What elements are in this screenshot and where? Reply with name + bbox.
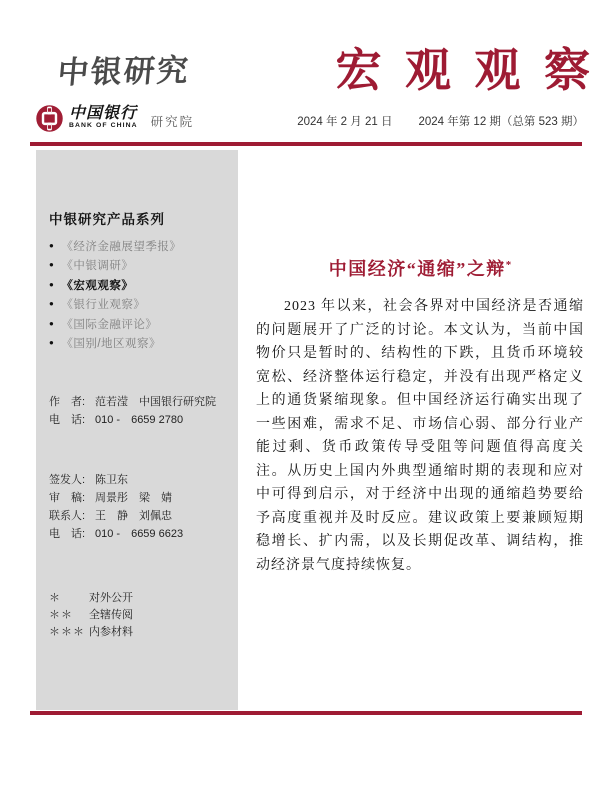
series-item: ● 《银行业观察》 [49,299,146,312]
series-item-current: ● 《宏观观察》 [49,279,134,292]
series-title: 中银研究产品系列 [49,212,165,227]
series-item: ● 《国际金融评论》 [49,318,158,331]
approval-block [49,470,183,542]
bullet-icon: ● [49,240,55,250]
main-content [256,252,584,577]
legend-marker: ＊＊ [49,608,73,621]
legend-block [49,588,133,639]
date-issue-group [297,113,584,129]
contact-phone-row: 电 话: 010 - 6659 6623 [49,528,184,540]
legend-marker: ＊＊＊ [49,625,85,638]
bullet-icon: ● [49,279,55,289]
bank-names [69,105,138,130]
series-item: ● 《国别/地区观察》 [49,338,162,351]
contact-row: 联系人: 王 静 刘佩忠 [49,510,172,522]
sidebar [36,150,238,710]
institute-label: 研究院 [150,115,195,129]
article-title: 中国经济“通缩”之辩* [328,259,512,279]
series-item: ● 《经济金融展望季报》 [49,240,182,253]
author-block [49,392,216,428]
reviewer-row: 审 稿: 周景彤 梁 婧 [49,492,172,504]
bullet-icon: ● [49,318,55,328]
logo-row [36,105,584,132]
author-phone-row: 电 话: 010 - 6659 2780 [49,414,184,426]
abstract-paragraph: 2023 年以来，社会各界对中国经济是否通缩的问题展开了广泛的讨论。本文认为，当前中国物价只是暂时的、结构性的下跌，且货币环境较宽松、经济整体运行稳定，并没有出现严格定义上的通货紧缩现象。但中国经济运行确实出现了一些困难，需求不足、市场信心弱、部分行业产能过剩、货币政策传导受阻等问题值得高度关注。从历史上国内外典型通缩时期的表现和应对中可得到启示，对于经济中出现的通缩趋势要给予高度重视并及时反应。建议政策上要兼顾短期稳增长、扩内需，以及长期促改革、调结构，推动经济景气度持续恢复。 [256,299,584,573]
bank-name-chinese: 中国银行 [69,105,138,122]
series-list [49,236,181,353]
bottom-divider-rule [30,711,582,715]
issue-number: 2024 年第 12 期（总第 523 期） [418,116,584,128]
publication-title: 宏 观 观 察 [335,45,596,96]
brand-calligraphy: 中银研究 [56,52,192,91]
top-divider-rule [30,142,582,146]
bank-of-china-logo-icon [36,105,63,132]
author-row: 作 者: 范若滢 中国银行研究院 [49,396,216,408]
bank-name-english: BANK OF CHINA [69,122,138,129]
title-footnote-marker: * [505,259,512,271]
bullet-icon: ● [49,338,55,348]
legend-row: ＊＊＊ 内参材料 [49,622,133,639]
bullet-icon: ● [49,299,55,309]
bullet-icon: ● [49,260,55,270]
publication-date: 2024 年 2 月 21 日 [297,116,393,128]
legend-marker: ＊ [49,591,61,604]
issuer-row: 签发人: 陈卫东 [49,474,128,486]
legend-row: ＊＊ 全辖传阅 [49,605,133,622]
legend-row: ＊ 对外公开 [49,588,133,605]
series-item: ● 《中银调研》 [49,260,134,273]
